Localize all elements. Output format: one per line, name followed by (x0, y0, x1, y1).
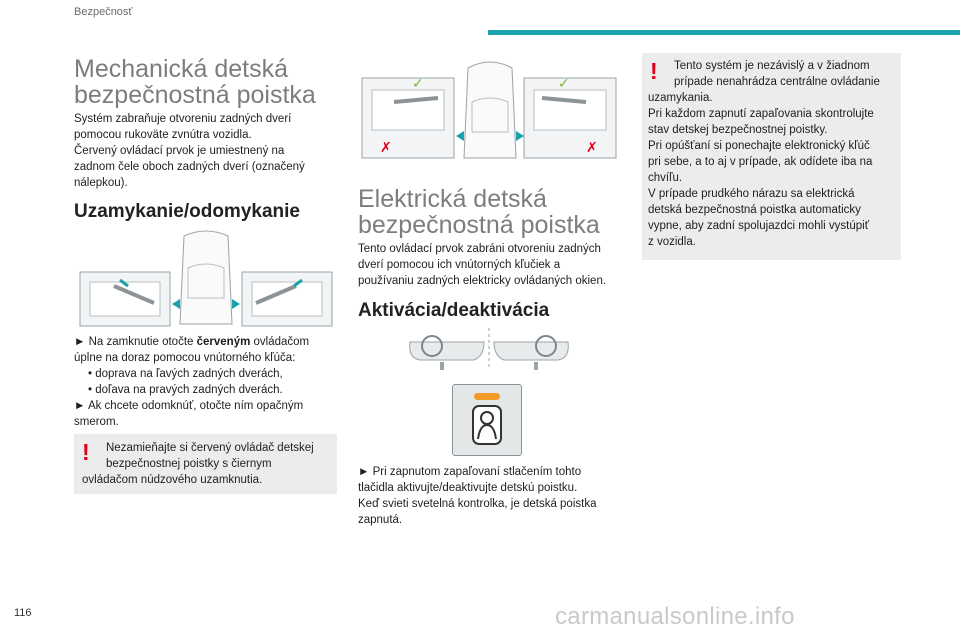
led-indicator (474, 393, 500, 400)
running-header: Bezpečnosť (74, 6, 133, 18)
warning-box-mechanical: ! Nezamieňajte si červený ovládač detskej bezpečnostnej poistky s čiernym ovládačom núdzového uzamknutia. (74, 434, 337, 494)
warning-icon: ! (650, 58, 658, 84)
svg-text:✓: ✓ (412, 76, 424, 92)
mechanical-lock-illustration (74, 228, 334, 328)
header-accent-bar (488, 30, 960, 35)
svg-text:✗: ✗ (586, 140, 598, 156)
child-lock-button[interactable] (452, 384, 522, 456)
mechanical-intro: Systém zabraňuje otvoreniu zadných dverí pomocou rukoväte zvnútra vozidla. Červený ovládací prvok je umiestnený na zadnom čele oboch zadných dverí (označený nálepkou). (74, 113, 305, 189)
mechanical-lock-illustration-detail (358, 58, 620, 160)
activation-heading: Aktivácia/deaktivácia (358, 300, 550, 321)
activation-instructions: ► Pri zapnutom zapaľovaní stlačením tohto tlačidla aktivujte/deaktivujte detskú poistku. Keď svieti svetelná kontrolka, je detská poistka zapnutá. (358, 466, 597, 526)
section-title-electric: Elektrická detská bezpečnostná poistka (358, 185, 600, 239)
warning-icon: ! (82, 439, 90, 465)
steering-wheel-position-illustration (408, 326, 570, 372)
lock-unlock-heading: Uzamykanie/odomykanie (74, 201, 300, 222)
electric-intro: Tento ovládací prvok zabráni otvoreniu zadných dverí pomocou ich vnútorných kľučiek a používaniu zadných elektricky ovládaných okien. (358, 243, 607, 287)
svg-text:✗: ✗ (380, 140, 392, 156)
warning-box-electric: ! Tento systém je nezávislý a v žiadnom prípade nenahrádza centrálne ovládanie uzamykania. Pri každom zapnutí zapaľovania skontrolujte stav detskej bezpečnostnej poistky. Pri opúšťaní si ponechajte elektronický kľúč pri sebe, a to aj v prípade, ak odídete iba na chvíľu. V prípade prudkého nárazu sa elektrická detská bezpečnostná poistka automaticky vypne, aby zadní spolujazdci mohli vystúpiť z vozidla. (642, 53, 901, 260)
svg-text:✓: ✓ (558, 76, 570, 92)
child-lock-icon (472, 405, 502, 445)
section-title-mechanical: Mechanická detská bezpečnostná poistka (74, 55, 316, 109)
watermark: carmanualsonline.info (555, 603, 795, 630)
page-number: 116 (14, 607, 32, 619)
lock-instructions: ► Na zamknutie otočte červeným ovládačom úplne na doraz pomocou vnútorného kľúča: • doprava na ľavých zadných dverách, • doľava na pravých zadných dverách. ► Ak chcete odomknúť, otočte ním opačným smerom. (74, 336, 310, 428)
